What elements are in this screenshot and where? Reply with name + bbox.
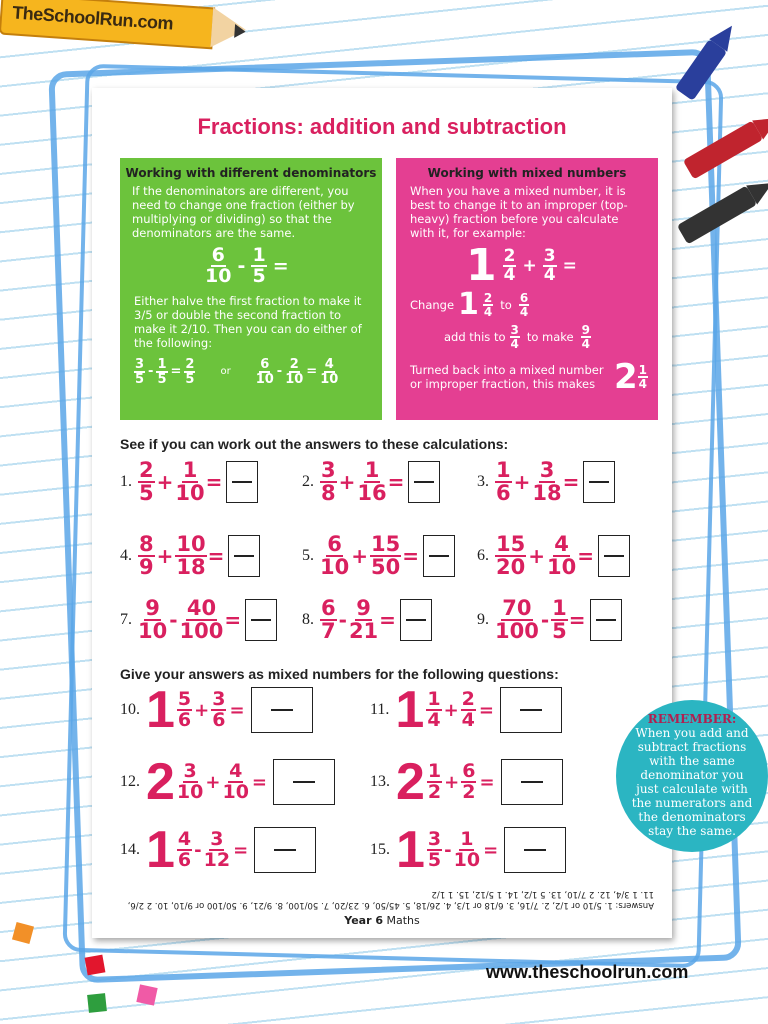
question-6: 6. $\frac{15}{20}$ + $\frac{4}{10}$ = xyxy=(477,534,630,578)
question-number: 8. xyxy=(302,611,314,628)
question-number: 7. xyxy=(120,611,132,628)
question-number: 1. xyxy=(120,473,132,490)
box-text: When you have a mixed number, it is best to change it to an improper (top-heavy) fraction before you calculate with it, for example: xyxy=(410,184,628,240)
page-title: Fractions: addition and subtraction xyxy=(197,114,567,139)
worksheet-page xyxy=(92,88,672,938)
answer-box[interactable] xyxy=(273,759,335,805)
question-number: 13. xyxy=(370,773,390,790)
website-url[interactable]: www.theschoolrun.com xyxy=(486,962,689,982)
box-text: Either halve the first fraction to make it 3/5 or double the second fraction to make it 2/10. Then you can do either of the following: xyxy=(134,294,362,350)
add-step: add this to $\frac{3}{4}$ to make $\frac{9}{4}$ xyxy=(444,323,590,351)
whole-number: 1 xyxy=(146,821,175,879)
mixed-question-11: 11. 1 $\frac{1}{4}$ + $\frac{2}{4}$ = xyxy=(370,684,562,736)
example-mixed: 1 $\frac{2}{4}$ + $\frac{3}{4}$ = xyxy=(466,240,577,291)
decorative-square xyxy=(85,955,106,976)
whole-number: 1 xyxy=(396,821,425,879)
answer-box[interactable] xyxy=(254,827,316,873)
footer: Year 6 Maths xyxy=(344,914,420,927)
box-text: If the denominators are different, you need to change one fraction (either by multiplying or dividing) so that the denominators are the same. xyxy=(132,184,355,240)
answers-upside-down: Answers: 1. 5/10 or 1/2, 2. 7/16, 3. 6/18 or 1/3, 4. 26/18, 5. 45/50, 6. 23/20, 7. 50/100, 8. 9/21, 9. 50/100 or 9/10, 10. 2 2/6, 11. 1 3/4, 12. 2 7/10, 13. 5 1/2, 14. 1 5/12, 15. 1 1/2 xyxy=(127,889,654,910)
logo-pencil xyxy=(0,0,215,49)
mixed-numbers-box xyxy=(396,158,658,420)
answer-box[interactable] xyxy=(228,535,260,577)
answer-box[interactable] xyxy=(590,599,622,641)
mixed-question-14: 14. 1 $\frac{4}{6}$ - $\frac{3}{12}$ = xyxy=(120,824,316,876)
example-alternatives: $\frac{3}{5}$ - $\frac{1}{5}$ = $\frac{2}{5}$ or $\frac{6}{10}$ - $\frac{2}{10}$ = $\frac{4}{10}$ xyxy=(135,357,339,387)
mixed-question-10: 10. 1 $\frac{5}{6}$ + $\frac{3}{6}$ = xyxy=(120,684,313,736)
box-heading: Working with mixed numbers xyxy=(427,166,627,180)
mixed-question-13: 13. 2 $\frac{1}{2}$ + $\frac{6}{2}$ = xyxy=(370,756,563,808)
answer-box[interactable] xyxy=(226,461,258,503)
question-9: 9. $\frac{70}{100}$ - $\frac{1}{5}$ = xyxy=(477,598,622,642)
answer-box[interactable] xyxy=(423,535,455,577)
box-heading: Working with different denominators xyxy=(125,166,377,180)
question-number: 3. xyxy=(477,473,489,490)
section-heading: See if you can work out the answers to these calculations: xyxy=(120,436,509,452)
question-number: 10. xyxy=(120,701,140,718)
question-1: 1. $\frac{2}{5}$ + $\frac{1}{10}$ = xyxy=(120,460,258,504)
answer-box[interactable] xyxy=(251,687,313,733)
example-main: $\frac{6}{10}$ - $\frac{1}{5}$ = xyxy=(205,244,289,287)
whole-number: 2 xyxy=(146,753,175,811)
question-8: 8. $\frac{6}{7}$ - $\frac{9}{21}$ = xyxy=(302,598,432,642)
question-number: 12. xyxy=(120,773,140,790)
answer-box[interactable] xyxy=(504,827,566,873)
question-number: 5. xyxy=(302,547,314,564)
answer-box[interactable] xyxy=(400,599,432,641)
answer-box[interactable] xyxy=(583,461,615,503)
different-denominators-box xyxy=(120,158,382,420)
question-2: 2. $\frac{3}{8}$ + $\frac{1}{16}$ = xyxy=(302,460,440,504)
answer-box[interactable] xyxy=(500,687,562,733)
whole-number: 2 xyxy=(396,753,425,811)
decorative-square xyxy=(136,984,157,1005)
question-5: 5. $\frac{6}{10}$ + $\frac{15}{50}$ = xyxy=(302,534,455,578)
question-3: 3. $\frac{1}{6}$ + $\frac{3}{18}$ = xyxy=(477,460,615,504)
remember-bubble: REMEMBER: When you add and subtract fractions with the same denominator you just calculate with the numerators and the denominators stay the same. xyxy=(616,700,768,852)
question-number: 14. xyxy=(120,841,140,858)
answer-box[interactable] xyxy=(501,759,563,805)
result-step: Turned back into a mixed number or improper fraction, this makes 2 $\frac{1}{4}$ xyxy=(410,357,648,397)
question-number: 6. xyxy=(477,547,489,564)
section-heading: Give your answers as mixed numbers for the following questions: xyxy=(120,666,559,682)
decorative-square xyxy=(87,993,107,1013)
question-number: 15. xyxy=(370,841,390,858)
answer-box[interactable] xyxy=(245,599,277,641)
whole-number: 1 xyxy=(395,681,425,739)
logo-text: TheSchoolRun.com xyxy=(11,2,174,34)
mixed-question-12: 12. 2 $\frac{3}{10}$ + $\frac{4}{10}$ = xyxy=(120,756,335,808)
answer-box[interactable] xyxy=(598,535,630,577)
answer-box[interactable] xyxy=(408,461,440,503)
question-7: 7. $\frac{9}{10}$ - $\frac{40}{100}$ = xyxy=(120,598,277,642)
question-number: 9. xyxy=(477,611,489,628)
question-4: 4. $\frac{8}{9}$ + $\frac{10}{18}$ = xyxy=(120,534,260,578)
whole-number: 1 xyxy=(146,681,175,739)
question-number: 11. xyxy=(370,701,390,718)
decorative-square xyxy=(12,922,34,944)
question-number: 4. xyxy=(120,547,132,564)
question-number: 2. xyxy=(302,473,314,490)
mixed-question-15: 15. 1 $\frac{3}{5}$ - $\frac{1}{10}$ = xyxy=(370,824,566,876)
change-step: Change 1 $\frac{2}{4}$ to $\frac{6}{4}$ xyxy=(410,287,529,322)
